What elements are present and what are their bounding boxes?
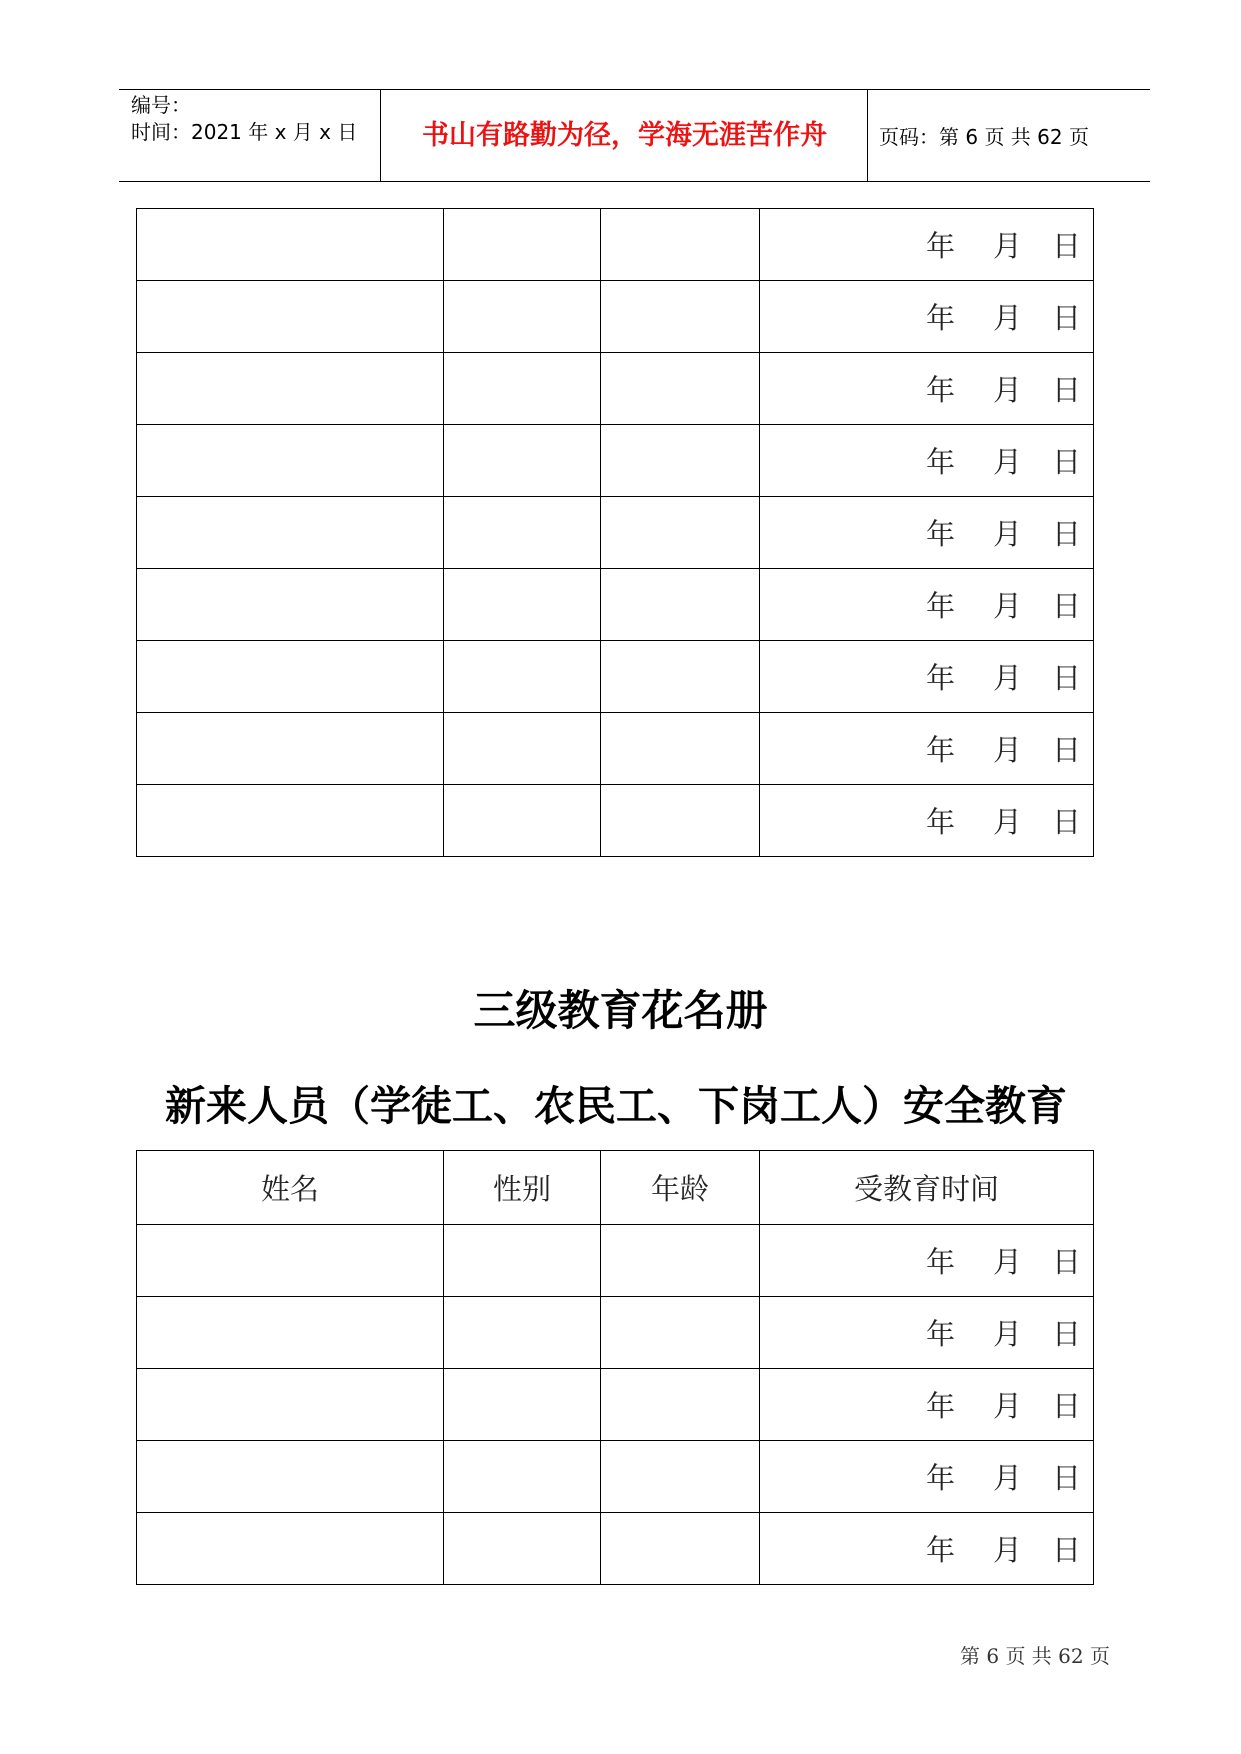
table-row [137,1441,1094,1513]
date-day-label: 日 [1051,301,1081,335]
date-year-label: 年 [925,661,955,695]
table-row [137,425,1094,497]
table-row [137,1369,1094,1441]
age-cell [601,281,760,353]
date-day-label: 日 [1051,1533,1081,1567]
column-header-gender: 性别 [444,1151,601,1225]
name-cell [137,1441,444,1513]
date-month-label: 月 [992,229,1022,263]
column-header-education-time: 受教育时间 [760,1151,1094,1225]
table-row [137,353,1094,425]
header-top-rule [119,89,1150,90]
education-date-cell [760,425,1094,497]
date-month-label: 月 [992,733,1022,767]
education-date-cell [760,1225,1094,1297]
gender-cell [444,281,601,353]
name-cell [137,713,444,785]
date-year-label: 年 [925,301,955,335]
roster-subtitle: 新来人员（学徒工、农民工、下岗工人）安全教育 [165,1082,1067,1130]
roster-table-continued [136,208,1094,857]
date-month-label: 月 [992,373,1022,407]
date-year-label: 年 [925,805,955,839]
table-row [137,785,1094,857]
date-day-label: 日 [1051,445,1081,479]
date-year-label: 年 [925,373,955,407]
gender-cell [444,569,601,641]
date-year-label: 年 [925,517,955,551]
date-month-label: 月 [992,661,1022,695]
gender-cell [444,785,601,857]
education-date-cell [760,281,1094,353]
date-day-label: 日 [1051,805,1081,839]
date-day-label: 日 [1051,733,1081,767]
date-year-label: 年 [925,1533,955,1567]
name-cell [137,1369,444,1441]
education-date-cell [760,1369,1094,1441]
education-date-cell [760,641,1094,713]
column-header-age: 年龄 [601,1151,760,1225]
age-cell [601,1369,760,1441]
name-cell [137,425,444,497]
age-cell [601,1225,760,1297]
roster-table-continued-body [137,209,1094,857]
date-day-label: 日 [1051,373,1081,407]
header-page-info: 页码：第 6 页 共 62 页 [879,125,1089,149]
date-month-label: 月 [992,1461,1022,1495]
education-date-cell [760,785,1094,857]
safety-education-table-body [137,1225,1094,1585]
age-cell [601,785,760,857]
date-day-label: 日 [1051,1461,1081,1495]
name-cell [137,281,444,353]
date-month-label: 月 [992,301,1022,335]
age-cell [601,569,760,641]
date-month-label: 月 [992,1533,1022,1567]
date-day-label: 日 [1051,517,1081,551]
education-date-cell [760,1441,1094,1513]
age-cell [601,209,760,281]
name-cell [137,209,444,281]
date-day-label: 日 [1051,229,1081,263]
table-row [137,713,1094,785]
age-cell [601,1441,760,1513]
header-time-label: 时间：2021 年 x 月 x 日 [131,120,358,144]
education-date-cell [760,569,1094,641]
date-month-label: 月 [992,1317,1022,1351]
gender-cell [444,209,601,281]
date-year-label: 年 [925,1389,955,1423]
date-day-label: 日 [1051,1389,1081,1423]
table-row [137,497,1094,569]
name-cell [137,353,444,425]
education-date-cell [760,1297,1094,1369]
education-date-cell [760,497,1094,569]
gender-cell [444,1297,601,1369]
gender-cell [444,497,601,569]
header-motto: 书山有路勤为径，学海无涯苦作舟 [422,120,827,151]
age-cell [601,713,760,785]
table-header-row [137,1151,1094,1225]
date-month-label: 月 [992,517,1022,551]
table-row [137,1513,1094,1585]
name-cell [137,569,444,641]
gender-cell [444,1369,601,1441]
age-cell [601,1297,760,1369]
age-cell [601,353,760,425]
date-day-label: 日 [1051,1317,1081,1351]
date-day-label: 日 [1051,661,1081,695]
gender-cell [444,713,601,785]
date-month-label: 月 [992,805,1022,839]
date-year-label: 年 [925,589,955,623]
date-month-label: 月 [992,445,1022,479]
header-bottom-rule [119,181,1150,182]
safety-education-table [136,1150,1094,1585]
date-month-label: 月 [992,1389,1022,1423]
table-row [137,209,1094,281]
date-year-label: 年 [925,1245,955,1279]
date-year-label: 年 [925,733,955,767]
gender-cell [444,1225,601,1297]
date-year-label: 年 [925,1317,955,1351]
gender-cell [444,641,601,713]
age-cell [601,1513,760,1585]
gender-cell [444,1513,601,1585]
age-cell [601,641,760,713]
table-row [137,641,1094,713]
name-cell [137,785,444,857]
education-date-cell [760,209,1094,281]
age-cell [601,497,760,569]
name-cell [137,641,444,713]
table-row [137,569,1094,641]
date-month-label: 月 [992,589,1022,623]
name-cell [137,1297,444,1369]
date-day-label: 日 [1051,1245,1081,1279]
gender-cell [444,425,601,497]
table-row [137,1225,1094,1297]
table-row [137,281,1094,353]
header-number-label: 编号： [131,93,191,117]
education-date-cell [760,353,1094,425]
roster-title: 三级教育花名册 [473,986,768,1035]
date-month-label: 月 [992,1245,1022,1279]
table-row [137,1297,1094,1369]
name-cell [137,1225,444,1297]
gender-cell [444,353,601,425]
date-day-label: 日 [1051,589,1081,623]
date-year-label: 年 [925,1461,955,1495]
page-footer: 第 6 页 共 62 页 [960,1644,1110,1668]
name-cell [137,497,444,569]
column-header-name: 姓名 [137,1151,444,1225]
age-cell [601,425,760,497]
name-cell [137,1513,444,1585]
gender-cell [444,1441,601,1513]
date-year-label: 年 [925,445,955,479]
education-date-cell [760,713,1094,785]
education-date-cell [760,1513,1094,1585]
date-year-label: 年 [925,229,955,263]
